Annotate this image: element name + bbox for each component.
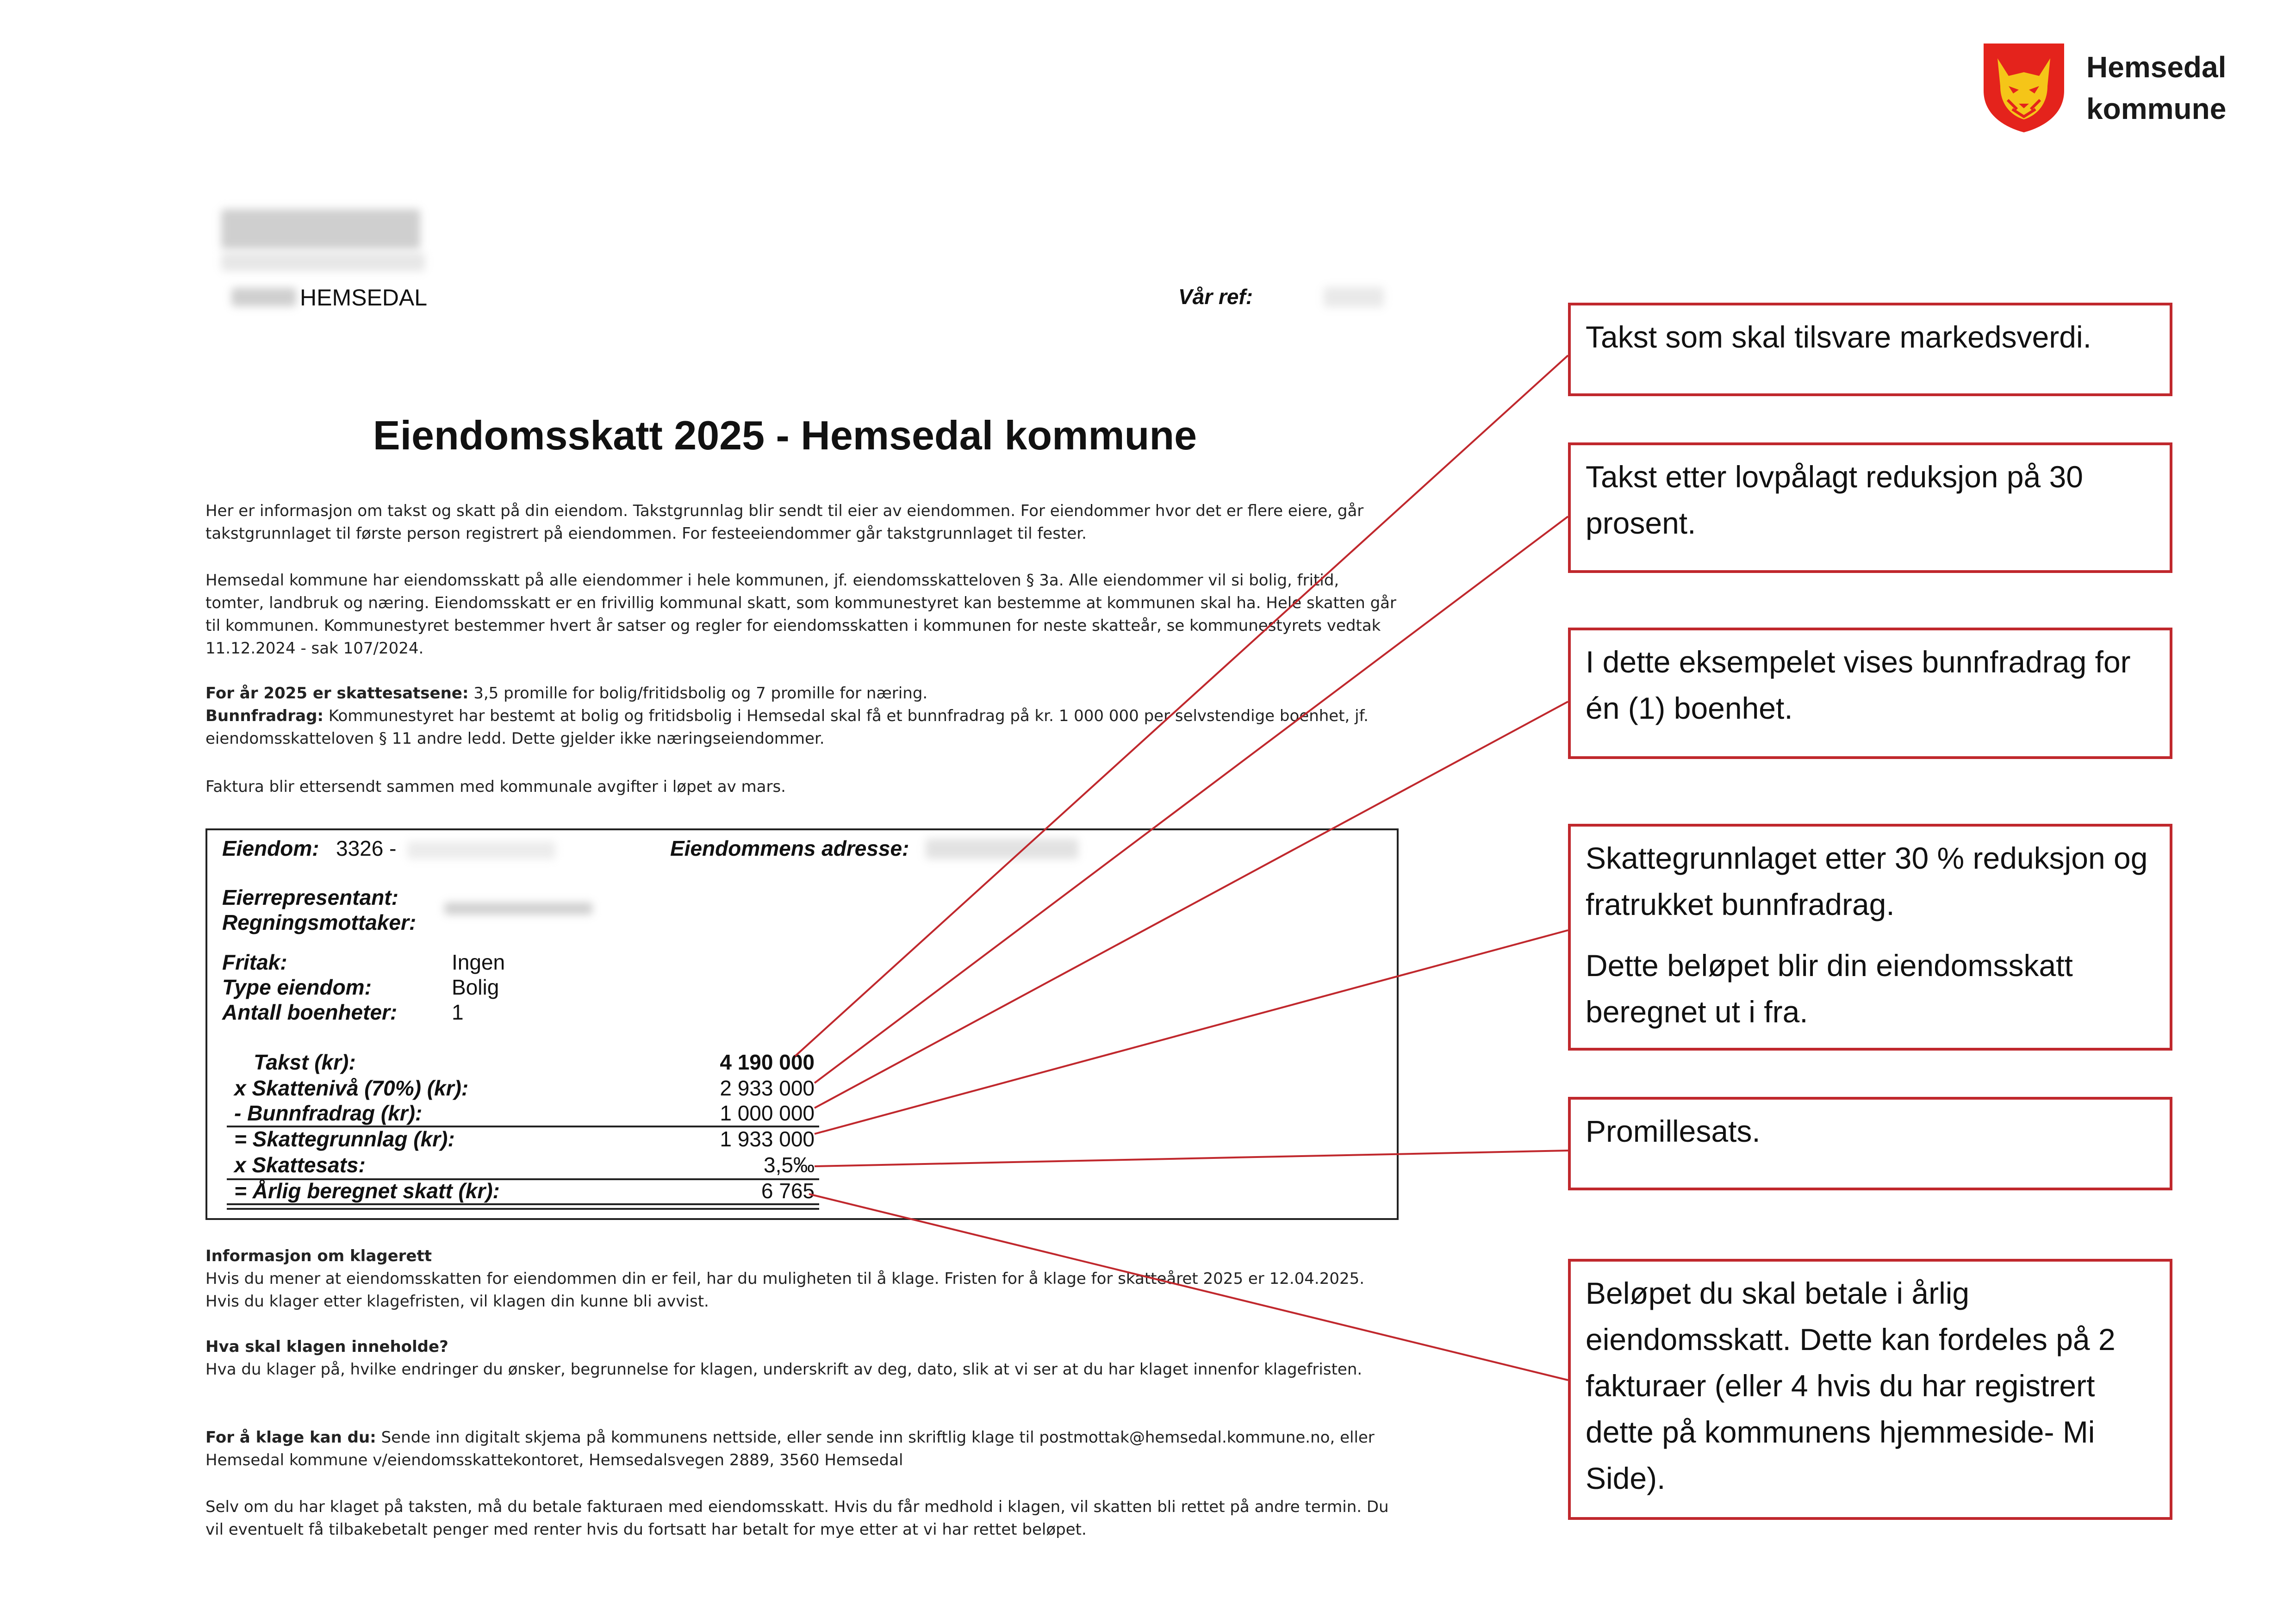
property-type-value: Bolig: [452, 975, 499, 999]
calc-label-rate: x Skattesats:: [234, 1153, 366, 1177]
deduction-text: Kommunestyret har bestemt at bolig og fritidsbolig i Hemsedal skal få et bunnfradrag på kr. 1 000 000 per selvstendige boenhet, jf. eiendomsskatteloven § 11 andre ledd. Dette gjelder ikke næringseiendommer.: [205, 707, 1369, 748]
units-value: 1: [452, 1000, 464, 1024]
deduction-heading: Bunnfradrag:: [205, 707, 324, 725]
calc-value-taxlevel: 2 933 000: [720, 1076, 815, 1100]
ref-label: Vår ref:: [1178, 285, 1253, 309]
callout-annual-tax: [1568, 1259, 2172, 1520]
rates-text: 3,5 promille for bolig/fritidsbolig og 7 promille for næring.: [468, 684, 928, 703]
connector-line: [809, 1194, 1568, 1380]
calc-label-annual-tax: = Årlig beregnet skatt (kr):: [234, 1179, 500, 1203]
calc-value-takst: 4 190 000: [720, 1050, 815, 1074]
exemption-label: Fritak:: [222, 950, 287, 974]
rates-heading: For år 2025 er skattesatsene:: [205, 684, 469, 703]
recipient-city: HEMSEDAL: [300, 285, 428, 311]
property-id-label: Eiendom:: [222, 836, 319, 860]
payer-label: Regningsmottaker:: [222, 910, 417, 934]
callout-taxbase-note: Dette beløpet blir din eiendomsskatt beregnet ut i fra.: [1586, 948, 2073, 1029]
intro-paragraph: Her er informasjon om takst og skatt på din eiendom. Takstgrunnlag blir sendt til eier av eiendommen. For eiendommer hvor det er flere eiere, går takstgrunnlaget til første person registrert på eiendommen. For festeeiendommer går takstgrunnlaget til fester.: [205, 502, 1364, 543]
connector-line: [815, 930, 1568, 1134]
property-id-value: 3326 -: [336, 836, 397, 860]
calc-value-taxbase: 1 933 000: [720, 1127, 815, 1151]
calc-label-taxbase: = Skattegrunnlag (kr):: [234, 1127, 455, 1151]
callout-rate: [1568, 1097, 2172, 1190]
callout-reduction-text: Takst etter lovpålagt reduksjon på 30 prosent.: [1586, 460, 2083, 540]
calc-label-taxlevel: x Skattenivå (70%) (kr):: [234, 1076, 469, 1100]
connector-line: [815, 1151, 1568, 1166]
org-name-line1: Hemsedal: [2086, 50, 2227, 84]
callout-reduction: [1568, 442, 2172, 573]
invoice-note: Faktura blir ettersendt sammen med kommunale avgifter i løpet av mars.: [205, 778, 786, 796]
calc-value-rate: 3,5‰: [764, 1153, 815, 1177]
calc-label-deduction: - Bunnfradrag (kr):: [234, 1101, 423, 1125]
callout-taxbase-text: Skattegrunnlaget etter 30 % reduksjon og fratrukket bunnfradrag.: [1586, 841, 2148, 921]
appeal-heading: Informasjon om klagerett: [205, 1247, 432, 1265]
appeal-content-text: Hva du klager på, hvilke endringer du ønsker, begrunnelse for klagen, underskrift av deg, dato, slik at vi ser at du har klaget innenfor klagefristen.: [205, 1360, 1363, 1379]
appeal-text: Hvis du mener at eiendomsskatten for eiendommen din er feil, har du muligheten til å klage. Fristen for å klage for skatteåret 2025 er 12.04.2025. Hvis du klager etter klagefristen, vil klagen din kunne bli avvist.: [205, 1269, 1365, 1311]
payment-note: Selv om du har klaget på taksten, må du betale fakturaen med eiendomsskatt. Hvis du får medhold i klagen, vil skatten bli rettet på andre termin. Du vil eventuelt få tilbakebetalt penger med renter hvis du fortsatt har betalt for mye etter at vi har rettet beløpet.: [205, 1498, 1389, 1539]
owner-label: Eierrepresentant:: [222, 885, 398, 909]
appeal-howto-text: Sende inn digitalt skjema på kommunens nettside, eller sende inn skriftlig klage til postmottak@hemsedal.kommune.no, eller Hemsedal kommune v/eiendomsskattekontoret, Hemsedalsvegen 2889, 3560 Hemsedal: [205, 1428, 1375, 1469]
org-name-line2: kommune: [2086, 92, 2227, 125]
callout-valuation: [1568, 303, 2172, 396]
exemption-value: Ingen: [452, 950, 505, 974]
connector-line: [795, 355, 1568, 1056]
calc-label-takst: Takst (kr):: [254, 1050, 356, 1074]
property-type-label: Type eiendom:: [222, 975, 372, 999]
callout-annual-tax-text: Beløpet du skal betale i årlig eiendomsskatt. Dette kan fordeles på 2 fakturaer (eller 4 hvis du har registrert dette på kommunens hjemmeside- Mi Side).: [1586, 1276, 2116, 1495]
callout-taxbase: [1568, 824, 2172, 1051]
callout-rate-text: Promillesats.: [1586, 1114, 1761, 1148]
letter-title: Eiendomsskatt 2025 - Hemsedal kommune: [373, 412, 1197, 458]
property-address-label: Eiendommens adresse:: [670, 836, 909, 860]
calc-value-annual-tax: 6 765: [761, 1179, 815, 1203]
callout-deduction-text: I dette eksempelet vises bunnfradrag for én (1) boenhet.: [1586, 645, 2131, 725]
legal-paragraph: Hemsedal kommune har eiendomsskatt på alle eiendommer i hele kommunen, jf. eiendomsskatteloven § 3a. Alle eiendommer vil si bolig, fritid, tomter, landbruk og næring. Eiendomsskatt er en frivillig kommunal skatt, som kommunestyret kan bestemme at kommunen skal ha. Hele skatten går til kommunen. Kommunestyret bestemmer hvert år satser og regler for eiendomsskatten i kommunen for neste skatteår, se kommunestyrets vedtak 11.12.2024 - sak 107/2024.: [205, 571, 1396, 658]
calc-value-deduction: 1 000 000: [720, 1101, 815, 1125]
connector-line: [815, 516, 1568, 1083]
appeal-howto-heading: For å klage kan du:: [205, 1428, 376, 1447]
appeal-content-heading: Hva skal klagen inneholde?: [205, 1338, 448, 1356]
callout-valuation-text: Takst som skal tilsvare markedsverdi.: [1586, 320, 2091, 354]
callout-deduction: [1568, 628, 2172, 759]
connector-line: [815, 702, 1568, 1108]
units-label: Antall boenheter:: [222, 1000, 398, 1024]
